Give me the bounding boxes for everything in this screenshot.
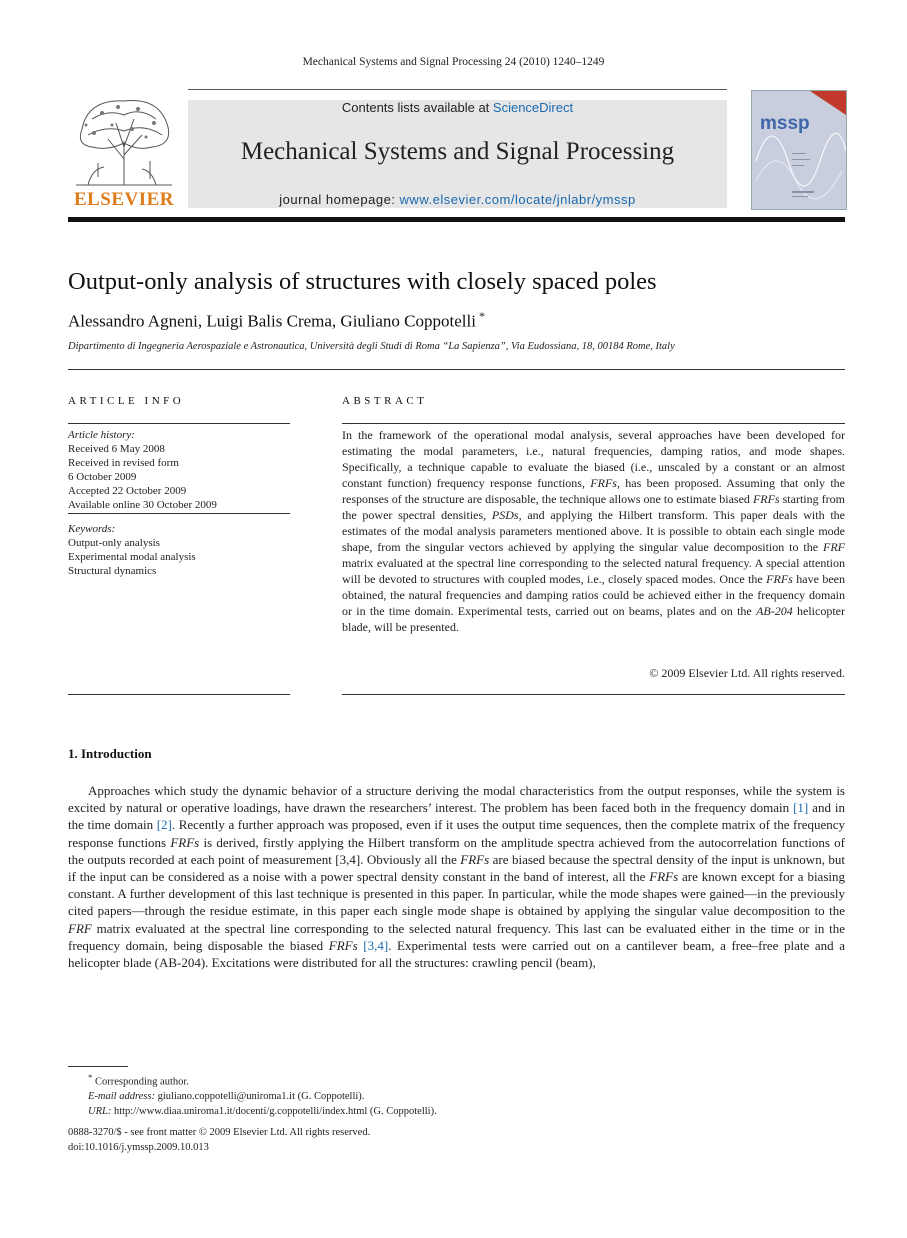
keyword-item: Experimental modal analysis (68, 551, 196, 563)
keyword-item: Structural dynamics (68, 565, 157, 577)
abstract-term: FRF (823, 540, 845, 554)
abstract-copyright: © 2009 Elsevier Ltd. All rights reserved. (649, 666, 845, 680)
article-info-bottom-rule (68, 694, 290, 695)
abstract-segment: have been obtained, the natural frequencies and damping ratios could be achieved either in the frequency domain or in the time domain. Experimental tests, carried out on beams, plates and on the (342, 572, 845, 618)
italic-term: FRFs (328, 937, 358, 953)
url-label: URL: (88, 1105, 112, 1117)
abstract-text (342, 427, 845, 635)
text-segment: . Obviously all the (360, 851, 461, 867)
title-separator-rule (68, 369, 845, 370)
citation-ref: [3,4] (335, 851, 361, 867)
text-segment: matrix evaluated at the spectral line corresponding to the selected natural frequency. This last can be evaluated either in the time or in the frequency domain, being disposable the biased (68, 920, 845, 953)
corresponding-author-mark[interactable]: * (478, 309, 485, 323)
history-item: Received 6 May 2008 (68, 443, 165, 455)
abstract-segment: helicopter blade, will be presented. (342, 604, 845, 634)
history-item: Available online 30 October 2009 (68, 499, 217, 511)
keywords-label: Keywords: (68, 523, 116, 535)
abstract-segment: matrix evaluated at the spectral line corresponding to the selected natural frequency. A special attention will be devoted to structures with coupled modes, i.e., closely spaced modes. Once the (342, 556, 845, 586)
homepage-link[interactable]: www.elsevier.com/locate/jnlabr/ymssp (399, 192, 636, 207)
footnotes (68, 1070, 848, 1119)
abstract-bottom-rule (342, 694, 845, 695)
article-info-heading: ARTICLE INFO (68, 395, 185, 407)
abstract-segment: , and applying the Hilbert transform. This paper deals with the estimates of the modal analysis parameters mentioned above. It is possible to obtain each single mode shape, from the singular vectors achieved by applying the singular value decomposition to the (342, 508, 845, 554)
citation-link[interactable]: [3,4] (363, 937, 389, 953)
email-address[interactable]: giuliano.coppotelli@uniroma1.it (G. Coppotelli). (154, 1091, 365, 1102)
author-names: Alessandro Agneni, Luigi Balis Crema, Giuliano Coppotelli (68, 311, 476, 331)
text-segment: are biased because the spectral density of the input is unknown, but if the input can be considered as a noise with a power spectral density constant in the band of interest, all the (68, 851, 846, 885)
italic-term: FRFs (170, 834, 200, 850)
footnote-rule (68, 1066, 128, 1067)
sciencedirect-link[interactable]: ScienceDirect (492, 100, 574, 115)
history-label: Article history: (68, 429, 135, 441)
homepage-prefix: journal homepage: (279, 192, 400, 207)
email-label: E-mail address: (88, 1091, 155, 1102)
abstract-term: FRFs (766, 572, 793, 586)
text-segment: . Recently a further approach was proposed, even if it uses the output time sequences, then the complete matrix of the frequency response functions (68, 817, 845, 850)
citation-link[interactable]: [1] (793, 800, 809, 816)
abstract-top-rule (342, 423, 845, 424)
header-bottom-rule (68, 217, 845, 222)
text-segment: Approaches which study the dynamic behavior of a structure deriving the modal characteristics from the output responses, while the system is excited by natural or operative loadings, have drawn the researchers’ interest. The problem has been faced both in the frequency domain (68, 783, 845, 816)
text-segment: is derived, firstly applying the Hilbert transform on the amplitude spectra achieved from the autocorrelation functions of the outputs recorded at each point of measurement (68, 834, 845, 867)
author-affiliation: Dipartimento di Ingegneria Aerospaziale e Astronautica, Università degli Studi di Roma “La Sapienza”, Via Eudossiana, 18, 00184 Rome, Italy (68, 341, 675, 352)
article-title: Output-only analysis of structures with closely spaced poles (68, 268, 657, 295)
history-item: 6 October 2009 (68, 471, 137, 483)
text-segment: . Experimental tests were carried out on a cantilever beam, a free–free plate and a helicopter blade (AB-204). Excitations were distributed for all the structures: crawling pencil (beam), (68, 937, 845, 971)
abstract-segment: , has been proposed. Assuming that only the responses of the structure are disposable, the technique allows one to estimate biased (342, 476, 845, 506)
italic-term: FRFs (649, 869, 679, 885)
contents-prefix: Contents lists available at (341, 100, 493, 115)
footnote-mark: * (88, 1072, 93, 1082)
italic-term: FRFs (460, 851, 490, 867)
front-matter-info (68, 1126, 848, 1155)
publisher-logo-text: ELSEVIER (73, 189, 175, 210)
homepage-line (188, 192, 727, 207)
doi-line[interactable]: doi:10.1016/j.ymssp.2009.10.013 (68, 1141, 209, 1153)
keywords-block (68, 522, 290, 578)
footnote-text: Corresponding author. (92, 1076, 189, 1088)
introduction-paragraph (68, 782, 845, 971)
abstract-segment: starting from the power spectral densities, (342, 492, 845, 522)
cover-title: mssp (760, 113, 810, 134)
abstract-term: PSDs (491, 508, 519, 522)
history-item: Accepted 22 October 2009 (68, 485, 187, 497)
abstract-term: FRFs (590, 476, 617, 490)
keywords-top-rule (68, 513, 290, 514)
journal-banner (188, 100, 727, 208)
journal-citation: Mechanical Systems and Signal Processing 24 (2010) 1240–1249 (302, 56, 605, 68)
article-authors (68, 309, 848, 332)
text-segment: and in the time domain (68, 800, 845, 833)
issn-line: 0888-3270/$ - see front matter © 2009 Elsevier Ltd. All rights reserved. (68, 1127, 371, 1138)
journal-cover-thumbnail (751, 90, 847, 210)
contents-line (188, 100, 727, 115)
introduction-heading: 1. Introduction (68, 746, 152, 761)
article-history (68, 428, 290, 512)
author-url[interactable]: http://www.diaa.uniroma1.it/docenti/g.coppotelli/index.html (G. Coppotelli). (111, 1105, 437, 1117)
footnote-url (68, 1105, 848, 1120)
footnote-corresponding (68, 1070, 848, 1090)
keyword-item: Output-only analysis (68, 537, 160, 549)
abstract-segment: In the framework of the operational modal analysis, several approaches have been developed for estimating the modal parameters, i.e., natural frequencies, damping ratios, and mode shapes. Specifically, a technique capable to evaluate the biased (i.e., unscaled by a constant or an almost constant function) frequency response functions, (342, 428, 845, 490)
citation-link[interactable]: [2] (156, 817, 172, 833)
abstract-heading: ABSTRACT (342, 395, 428, 407)
history-item: Received in revised form (68, 457, 179, 469)
abstract-term: FRFs (752, 492, 780, 506)
text-segment: are known except for a biasing constant. A further development of this last technique is presented in this paper. In particular, while the mode shapes were gained—in the previously cited papers—through the residue estimate, in this paper each single mode shape is obtained by applying the singular value decomposition to the (68, 869, 845, 919)
footnote-email (68, 1090, 848, 1105)
italic-term: FRF (68, 920, 92, 936)
abstract-term: AB-204 (756, 604, 793, 618)
journal-header (68, 89, 845, 219)
journal-title: Mechanical Systems and Signal Processing (240, 138, 675, 165)
article-info-top-rule (68, 423, 290, 424)
